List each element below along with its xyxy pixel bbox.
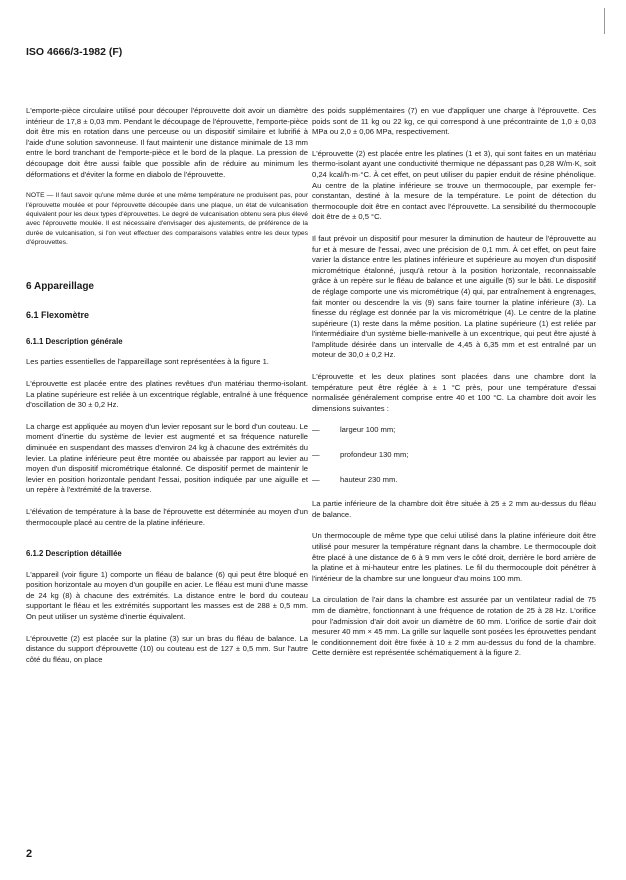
margin-mark	[604, 8, 605, 34]
paragraph: L'éprouvette (2) est placée sur la platine (3) sur un bras du fléau de balance. La distance du support d'éprouvette (10) ou couteau est de 127 ± 0,5 mm. Sur l'autre côté du fléau, on place	[26, 633, 308, 664]
paragraph: des poids supplémentaires (7) en vue d'appliquer une charge à l'éprouvette. Ces poids sont de 11 kg ou 22 kg, ce qui correspond à une précontrainte de 1,0 ± 0,03 MPa ou 2,0 ± 0,06 MPa, respectivement.	[312, 106, 596, 137]
paragraph: La circulation de l'air dans la chambre est assurée par un ventilateur radial de 75 mm de diamètre, fonctionnant à une fréquence de rotation de 25 à 28 Hz. L'orifice pour l'admission d'air doit avoir un diamètre de 60 mm. L'orifice de sortie d'air doit mesurer 40 mm × 45 mm. La grille sur laquelle sont posées les éprouvettes pendant le conditionnement doit être fixée à 10 ± 2 mm au-dessus du fond de la chambre. Cette dernière est représentée schématiquement à la figure 2.	[312, 595, 596, 658]
paragraph: Les parties essentielles de l'appareillage sont représentées à la figure 1.	[26, 357, 269, 367]
paragraph: L'emporte-pièce circulaire utilisé pour découper l'éprouvette doit avoir un diamètre intérieur de 17,8 ± 0,03 mm. Pendant le découpage de l'éprouvette, l'emporte-pièce doit être mis en rotation dans une perceuse ou un dispositif similaire et lubrifié à l'aide d'une solution savonneuse. Il faut maintenir une distance minimale de 13 mm entre le bord tranchant de l'emporte-pièce et le bord de la plaque. La pression de découpage doit être aussi faible que possible afin de réduire au minimum les déformations et d'éviter la forme en diabolo de l'éprouvette.	[26, 106, 308, 179]
list-dash: —	[312, 450, 320, 460]
list-dash: —	[312, 474, 320, 484]
section-heading-6-1: 6.1 Flexomètre	[26, 310, 90, 321]
dimension-item: — profondeur 130 mm;	[312, 450, 409, 460]
dimension-item: — hauteur 230 mm.	[312, 474, 398, 484]
paragraph: L'éprouvette est placée entre des platines revêtues d'un matériau thermo-isolant. La platine supérieure est reliée à un excentrique réglable, entraîné à une fréquence d'oscillation de 30 ± 0,2 Hz.	[26, 378, 308, 410]
note: NOTE — Il faut savoir qu'une même durée et une même température ne produisent pas, pour l'éprouvette moulée et pour l'éprouvette découpée dans une plaque, un état de vulcanisation équivalent pour les deux types d'éprouvettes. Le degré de vulcanisation obtenu sera plus élevé avec l'éprouvette moulée. Il est nécessaire d'envisager des ajustements, de préférence de la durée de vulcanisation, si l'on veut effectuer des comparaisons valables entre les deux types d'éprouvettes.	[26, 192, 308, 247]
paragraph: Il faut prévoir un dispositif pour mesurer la diminution de hauteur de l'éprouvette au fur et à mesure de l'essai, avec une précision de 0,1 mm. À cet effet, on peut faire varier la distance entre les platines inférieure et supérieure au moyen d'un dispositif micrométrique étalonné, jusqu'à retour à la position horizontale, reconnaissable grâce à un repère sur le fléau de balance et une aiguille (5) sur le bâti. Le dispositif de réglage comporte une vis micrométrique (4) qui, par entraînement à engrenages, fait monter ou descendre la vis (9) sans faire tourner la platine inférieure (3). La finesse du réglage est donnée par la vis micrométrique (4). Le centre de la platine supérieure (1) reste dans la même position. La platine supérieure (1) est reliée par l'intermédiaire d'un système bielle-manivelle à un excentrique, qui peut être ajusté à l'amplitude désirée dans un intervalle de 4,45 à 6,35 mm et est entraîné par un moteur de 30,0 ± 0,2 Hz.	[312, 233, 596, 360]
page-number: 2	[26, 848, 33, 860]
list-dash: —	[312, 425, 320, 435]
section-heading-6: 6 Appareillage	[26, 280, 94, 292]
paragraph: La partie inférieure de la chambre doit être située à 25 ± 2 mm au-dessus du fléau de balance.	[312, 499, 596, 519]
right-column	[312, 106, 596, 670]
paragraph: L'élévation de température à la base de l'éprouvette est déterminée au moyen d'un thermocouple placé au centre de la platine inférieure.	[26, 506, 308, 527]
paragraph: L'éprouvette (2) est placée entre les platines (1 et 3), qui sont faites en un matériau thermo-isolant ayant une conductivité thermique ne dépassant pas 0,28 W/m·K, soit 0,24 kcal/h·m·°C. À cet effet, on peut utiliser du papier enduit de résine phénolique. Au centre de la platine inférieure se trouve un thermocouple, par exemple fer-constantan, destiné à la mesure de la température. Le point de détection du thermocouple doit être en contact avec l'éprouvette. La sensibilité du thermocouple doit être de ± 0,5 °C.	[312, 148, 596, 222]
document-header: ISO 4666/3-1982 (F)	[26, 46, 123, 58]
paragraph: L'appareil (voir figure 1) comporte un fléau de balance (6) qui peut être bloqué en position horizontale au moyen d'un goupille en acier. Le fléau est muni d'une masse de 24 kg (8) à chacune des extrémités. La distance entre le bord du couteau supportant le fléau et les extrémités supportant les masses est de 288 ± 0,5 mm. On peut utiliser un système d'inertie équivalent.	[26, 569, 308, 622]
section-heading-6-1-2: 6.1.2 Description détaillée	[26, 549, 122, 559]
paragraph: La charge est appliquée au moyen d'un levier reposant sur le bord d'un couteau. Le moment d'inertie du système de levier est augmenté et sa fréquence naturelle diminuée en suspendant des masses d'environ 24 kg à chacune des extrémités du levier. La platine inférieure peut être montée ou abaissée par rapport au levier au moyen d'un dispositif micrométrique étalonné. Ce dispositif permet de maintenir le levier en position horizontale pendant l'essai, position indiquée par une aiguille et un repère à l'extrémité de la traverse.	[26, 421, 308, 495]
paragraph: L'éprouvette et les deux platines sont placées dans une chambre dont la température peut être réglée à ± 1 °C près, pour une température d'essai normalisée généralement comprise entre 40 et 100 °C. La chambre doit avoir les dimensions suivantes :	[312, 372, 596, 413]
section-heading-6-1-1: 6.1.1 Description générale	[26, 336, 123, 346]
left-column	[26, 106, 308, 676]
paragraph: Un thermocouple de même type que celui utilisé dans la platine inférieure doit être utilisé pour mesurer la température régnant dans la chambre. Le thermocouple doit être placé à une distance de 6 à 9 mm vers le côté droit, derrière le bord arrière de la platine et à mi-hauteur entre les platines. Le fil du thermocouple doit pénétrer à l'intérieur de la chambre sur une longueur d'au moins 100 mm.	[312, 531, 596, 583]
dimension-item: — largeur 100 mm;	[312, 425, 396, 435]
